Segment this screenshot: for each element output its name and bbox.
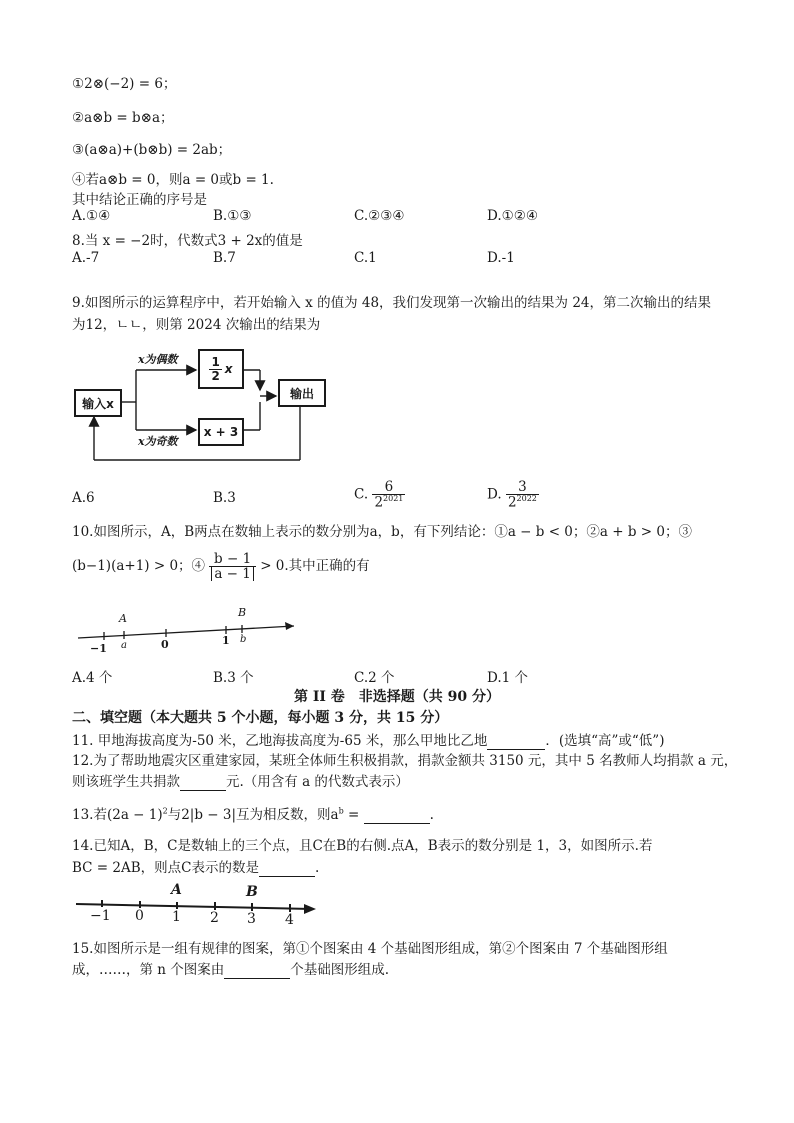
q12-answer-blank[interactable] bbox=[180, 774, 226, 791]
q7-conclusion-3: ③(a⊗a)+(b⊗b) = 2ab； bbox=[72, 142, 232, 158]
q8-option-b[interactable]: B.7 bbox=[213, 250, 236, 266]
q15-text-b: 个基础图形组成. bbox=[290, 962, 390, 978]
q15-question-line2 bbox=[72, 958, 389, 979]
q10-line2-a: (b−1)(a+1) > 0；④ bbox=[72, 558, 206, 575]
q9-option-d-num: 3 bbox=[506, 480, 539, 495]
q8-option-d[interactable]: D.-1 bbox=[487, 250, 515, 266]
q14-tick-2: 2 bbox=[210, 910, 219, 926]
q14-tick-3: 3 bbox=[247, 911, 256, 927]
part2-title: 第 II 卷 非选择题（共 90 分） bbox=[293, 689, 501, 705]
q15-question-line1: 15.如图所示是一组有规律的图案，第①个图案由 4 个基础图形组成，第②个图案由 7 个基础图形组 bbox=[72, 941, 668, 957]
q13-answer-blank[interactable] bbox=[364, 807, 430, 824]
q10-point-B: B bbox=[238, 606, 247, 619]
q7-conclusion-4: ④若a⊗b = 0，则a = 0或b = 1. bbox=[72, 172, 274, 188]
q10-option-c[interactable]: C.2 个 bbox=[354, 670, 395, 686]
q8-option-a[interactable]: A.-7 bbox=[72, 250, 100, 266]
q14-text-a: BC = 2AB，则点C表示的数是 bbox=[72, 860, 259, 876]
q9-option-c-num: 6 bbox=[372, 480, 405, 495]
q7-option-c[interactable]: C.②③④ bbox=[354, 208, 405, 224]
q9-output-box: 输出 bbox=[278, 379, 326, 407]
q9-option-c[interactable] bbox=[354, 480, 405, 510]
q7-option-d[interactable]: D.①②④ bbox=[487, 208, 538, 224]
q9-option-d-exp: 2022 bbox=[516, 494, 537, 504]
q15-answer-blank[interactable] bbox=[224, 962, 290, 979]
q14-number-line bbox=[72, 880, 322, 928]
q10-axis-line bbox=[72, 610, 312, 660]
q10-tick-neg1: −1 bbox=[90, 642, 107, 655]
q9-question-line2: 为12，ㄴㄴ，则第 2024 次输出的结果为 bbox=[72, 317, 321, 333]
q10-option-a[interactable]: A.4 个 bbox=[72, 670, 113, 686]
q10-point-b: b bbox=[240, 634, 247, 645]
q9-option-a[interactable]: A.6 bbox=[72, 490, 95, 506]
q10-point-a: a bbox=[121, 640, 127, 651]
q14-tick-neg1: −1 bbox=[90, 908, 111, 924]
q9-option-d[interactable] bbox=[487, 480, 539, 510]
q7-conclusion-1: ①2⊗(−2) = 6； bbox=[72, 76, 177, 92]
q7-option-b[interactable]: B.①③ bbox=[213, 208, 252, 224]
section2-title: 二、填空题（本大题共 5 个小题，每小题 3 分，共 15 分） bbox=[72, 710, 449, 726]
q10-line2-b: > 0.其中正确的有 bbox=[260, 558, 370, 575]
q13-period: . bbox=[429, 807, 434, 823]
q12-text-b: 元.（用含有 a 的代数式表示） bbox=[226, 774, 409, 790]
q10-frac-den: a − 1 bbox=[211, 567, 254, 581]
q12-question-line1: 12.为了帮助地震灾区重建家园，某班全体师生积极捐款，捐款金额共 3150 元，其中 5 名教师人均捐款 a 元， bbox=[72, 753, 738, 769]
q10-option-d[interactable]: D.1 个 bbox=[487, 670, 529, 686]
q10-number-line bbox=[72, 606, 312, 660]
q9-half-den: 2 bbox=[211, 368, 220, 383]
q9-input-box: 输入x bbox=[74, 389, 122, 417]
q9-option-d-label: D. bbox=[487, 486, 502, 503]
q9-question-line1: 9.如图所示的运算程序中，若开始输入 x 的值为 48，我们发现第一次输出的结果为 24，第二次输出的结果 bbox=[72, 295, 712, 311]
q11-answer-blank[interactable] bbox=[487, 733, 545, 750]
q9-half-fraction bbox=[209, 356, 221, 382]
q14-tick-0: 0 bbox=[135, 908, 144, 924]
q10-question-line1: 10.如图所示，A，B两点在数轴上表示的数分别为a，b，有下列结论：①a − b < 0；②a + b > 0；③ bbox=[72, 524, 692, 540]
q11-question bbox=[72, 729, 664, 750]
q9-option-c-exp: 2021 bbox=[383, 494, 404, 504]
q9-flow-diagram bbox=[72, 345, 330, 467]
q7-prompt: 其中结论正确的序号是 bbox=[72, 192, 207, 208]
q10-tick-0: 0 bbox=[161, 638, 169, 651]
q7-option-a[interactable]: A.①④ bbox=[72, 208, 111, 224]
q14-question-line2 bbox=[72, 856, 319, 877]
q13-text-b: 与2|b − 3|互为相反数，则a bbox=[167, 807, 339, 823]
q13-exp: 2 bbox=[162, 806, 168, 816]
q9-option-c-label: C. bbox=[354, 486, 369, 503]
q11-text-b: ．(选填“高”或“低”) bbox=[545, 733, 665, 749]
q10-tick-1: 1 bbox=[222, 634, 230, 647]
q9-odd-label: x为奇数 bbox=[138, 435, 178, 448]
q8-question: 8.当 x = −2时，代数式3 + 2x的值是 bbox=[72, 233, 303, 249]
q9-half-var: x bbox=[224, 362, 233, 376]
q10-question-line2 bbox=[72, 552, 370, 581]
q9-half-num: 1 bbox=[211, 354, 220, 369]
q8-option-c[interactable]: C.1 bbox=[354, 250, 377, 266]
q14-point-B: B bbox=[246, 884, 258, 900]
q10-frac-num: b − 1 bbox=[209, 552, 256, 567]
q9-option-c-den: 2 bbox=[374, 494, 384, 511]
q12-question-line2 bbox=[72, 770, 409, 791]
q14-point-A: A bbox=[171, 882, 182, 898]
q14-text-b: . bbox=[314, 860, 320, 876]
q15-text-a: 成，……，第 n 个图案由 bbox=[72, 962, 225, 978]
q9-even-label: x为偶数 bbox=[138, 353, 178, 366]
q14-tick-1: 1 bbox=[172, 909, 181, 925]
q7-conclusion-2: ②a⊗b = b⊗a； bbox=[72, 110, 174, 126]
q9-plus3-box: x + 3 bbox=[198, 418, 244, 446]
q9-option-d-den: 2 bbox=[507, 494, 517, 511]
q10-point-A: A bbox=[119, 612, 127, 625]
q14-answer-blank[interactable] bbox=[259, 860, 315, 877]
q13-question bbox=[72, 803, 434, 824]
q14-question-line1: 14.已知A，B，C是数轴上的三个点，且C在B的右侧.点A，B表示的数分别是 1，3，如图所示.若 bbox=[72, 838, 653, 854]
q14-tick-4: 4 bbox=[285, 912, 294, 928]
q12-text-a: 则该班学生共捐款 bbox=[72, 774, 180, 790]
q10-option-b[interactable]: B.3 个 bbox=[213, 670, 254, 686]
q9-half-box bbox=[198, 349, 244, 389]
q11-text-a: 11. 甲地海拔高度为-50 米，乙地海拔高度为-65 米，那么甲地比乙地 bbox=[72, 733, 488, 749]
q9-option-b[interactable]: B.3 bbox=[213, 490, 236, 506]
q13-equals: = bbox=[348, 807, 360, 823]
q13-text-a: 13.若(2a − 1) bbox=[72, 807, 163, 823]
q13-exp2: b bbox=[338, 806, 344, 816]
